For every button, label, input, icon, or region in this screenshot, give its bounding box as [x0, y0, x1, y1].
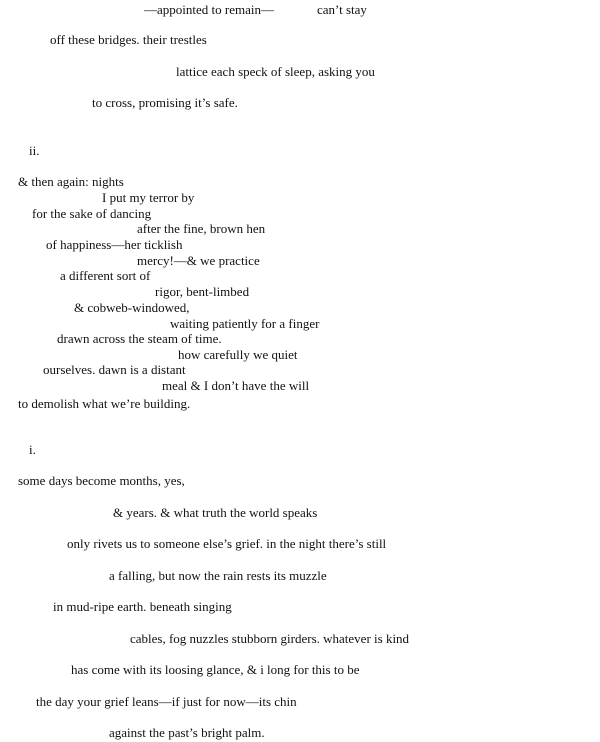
poem-line: meal & I don’t have the will [162, 378, 310, 393]
poem-line: ourselves. dawn is a distant [43, 362, 186, 377]
poem-line: against the past’s bright palm. [109, 725, 265, 740]
poem-line: & cobweb-windowed, [74, 300, 190, 315]
poem-line: rigor, bent-limbed [155, 284, 250, 299]
poem-line: waiting patiently for a finger [170, 316, 320, 331]
poem-line: the day your grief leans—if just for now—its chin [36, 694, 297, 709]
poem-line: for the sake of dancing [32, 206, 152, 221]
poem-line: & then again: nights [18, 174, 124, 189]
poem-line: only rivets us to someone else’s grief. in the night there’s still [67, 536, 387, 551]
poem-line: —appointed to remain— [144, 2, 274, 17]
poem-line: a falling, but now the rain rests its muzzle [109, 568, 327, 583]
poem-line: lattice each speck of sleep, asking you [176, 64, 375, 79]
poem-line: after the fine, brown hen [137, 221, 266, 236]
section-heading: ii. [29, 143, 40, 158]
poem-line: to demolish what we’re building. [18, 396, 191, 411]
poem-line: a different sort of [60, 268, 151, 283]
poem-line: & years. & what truth the world speaks [113, 505, 318, 520]
poem-line: of happiness—her ticklish [46, 237, 183, 252]
section-heading: i. [29, 442, 36, 457]
poem-line: off these bridges. their trestles [50, 32, 207, 47]
poem-line: has come with its loosing glance, & i long for this to be [71, 662, 360, 677]
poem-line: mercy!—& we practice [137, 253, 260, 268]
poem-line: cables, fog nuzzles stubborn girders. whatever is kind [130, 631, 410, 646]
poem-line: can’t stay [317, 2, 367, 17]
poem-line: to cross, promising it’s safe. [92, 95, 238, 110]
poem-line: drawn across the steam of time. [57, 331, 222, 346]
poem-line: I put my terror by [102, 190, 195, 205]
poem-line: some days become months, yes, [18, 473, 185, 488]
poem-line: how carefully we quiet [178, 347, 298, 362]
poem-line: in mud-ripe earth. beneath singing [53, 599, 232, 614]
